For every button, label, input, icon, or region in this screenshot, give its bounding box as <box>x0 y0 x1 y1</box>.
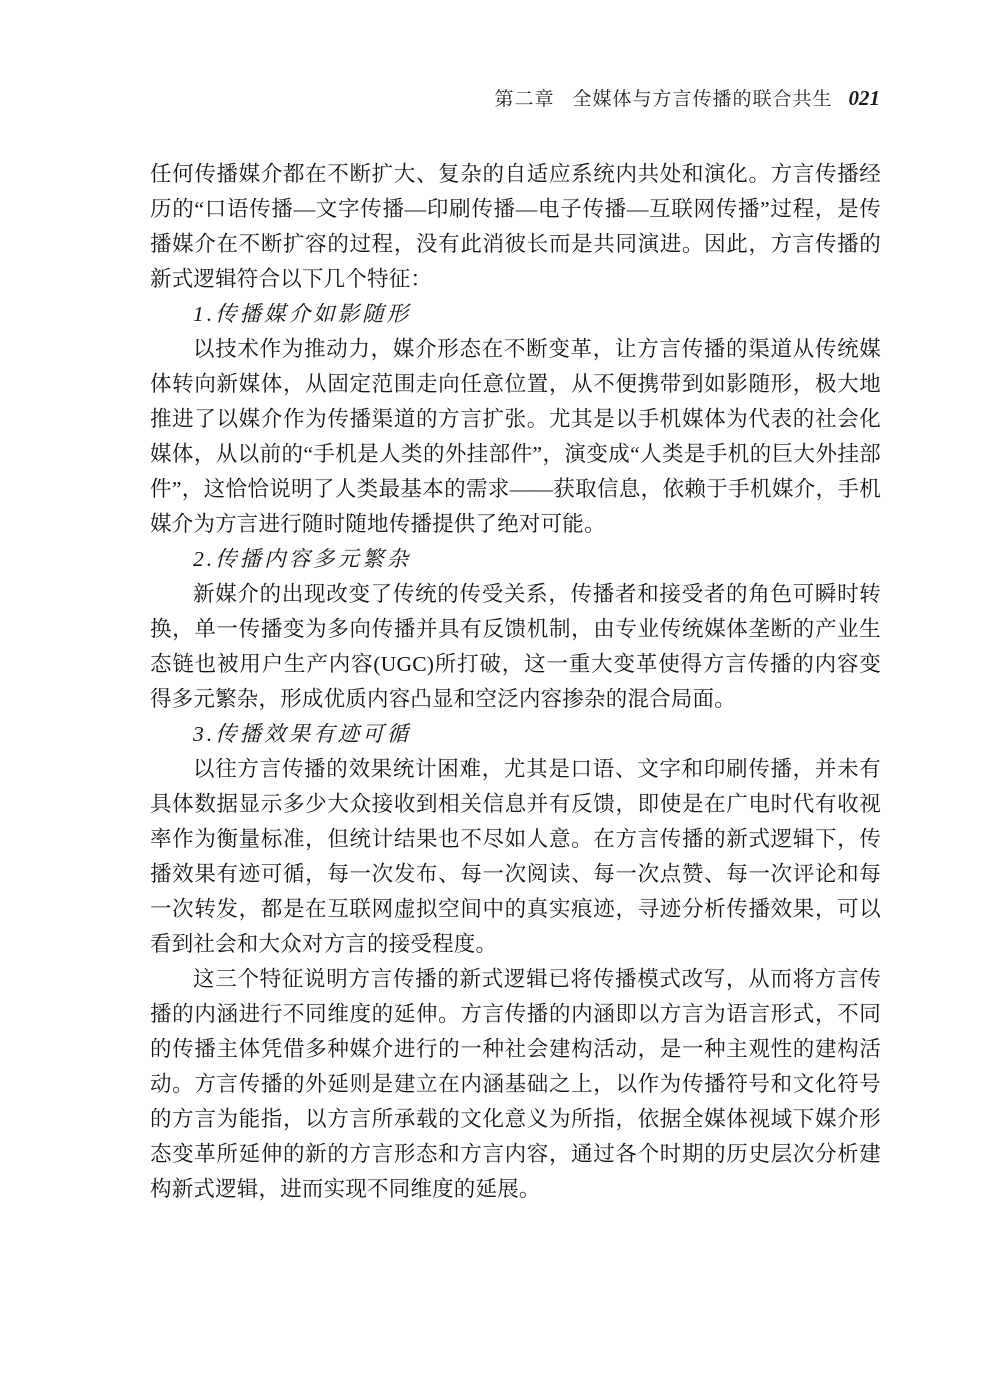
section-heading-3: 3.传播效果有迹可循 <box>193 722 412 746</box>
chapter-label: 第二章 <box>494 89 555 110</box>
page-number: 021 <box>848 86 880 110</box>
running-header <box>150 84 880 111</box>
body-paragraph-continued: 任何传播媒介都在不断扩大、复杂的自适应系统内共处和演化。方言传播经历的“口语传播—文字传播—印刷传播—电子传播—互联网传播”过程，是传播媒介在不断扩容的过程，没有此消彼长而是共同演进。因此，方言传播的新式逻辑符合以下几个特征： <box>150 162 881 291</box>
body-paragraph: 新媒介的出现改变了传统的传受关系，传播者和接受者的角色可瞬时转换，单一传播变为多向传播并具有反馈机制，由专业传统媒体垄断的产业生态链也被用户生产内容(UGC)所打破，这一重大变革使得方言传播的内容变得多元繁杂，形成优质内容凸显和空泛内容掺杂的混合局面。 <box>150 582 881 711</box>
body-paragraph: 以往方言传播的效果统计困难，尤其是口语、文字和印刷传播，并未有具体数据显示多少大众接收到相关信息并有反馈，即使是在广电时代有收视率作为衡量标准，但统计结果也不尽如人意。在方言传播的新式逻辑下，传播效果有迹可循，每一次发布、每一次阅读、每一次点赞、每一次评论和每一次转发，都是在互联网虚拟空间中的真实痕迹，寻迹分析传播效果，可以看到社会和大众对方言的接受程度。 <box>150 757 881 956</box>
body-paragraph: 这三个特征说明方言传播的新式逻辑已将传播模式改写，从而将方言传播的内涵进行不同维度的延伸。方言传播的内涵即以方言为语言形式，不同的传播主体凭借多种媒介进行的一种社会建构活动，是一种主观性的建构活动。方言传播的外延则是建立在内涵基础之上，以作为传播符号和文化符号的方言为能指，以方言所承载的文化意义为所指，依据全媒体视域下媒介形态变革所延伸的新的方言形态和方言内容，通过各个时期的历史层次分析建构新式逻辑，进而实现不同维度的延展。 <box>150 967 881 1201</box>
body-text <box>150 157 881 1207</box>
body-paragraph: 以技术作为推动力，媒介形态在不断变革，让方言传播的渠道从传统媒体转向新媒体，从固定范围走向任意位置，从不便携带到如影随形，极大地推进了以媒介作为传播渠道的方言扩张。尤其是以手机媒体为代表的社会化媒体，从以前的“手机是人类的外挂部件”，演变成“人类是手机的巨大外挂部件”，这恰恰说明了人类最基本的需求——获取信息，依赖于手机媒介，手机媒介为方言进行随时随地传播提供了绝对可能。 <box>150 337 881 536</box>
section-heading-2: 2.传播内容多元繁杂 <box>193 547 412 571</box>
section-heading-1: 1.传播媒介如影随形 <box>193 302 412 326</box>
chapter-title: 全媒体与方言传播的联合共生 <box>572 89 833 110</box>
